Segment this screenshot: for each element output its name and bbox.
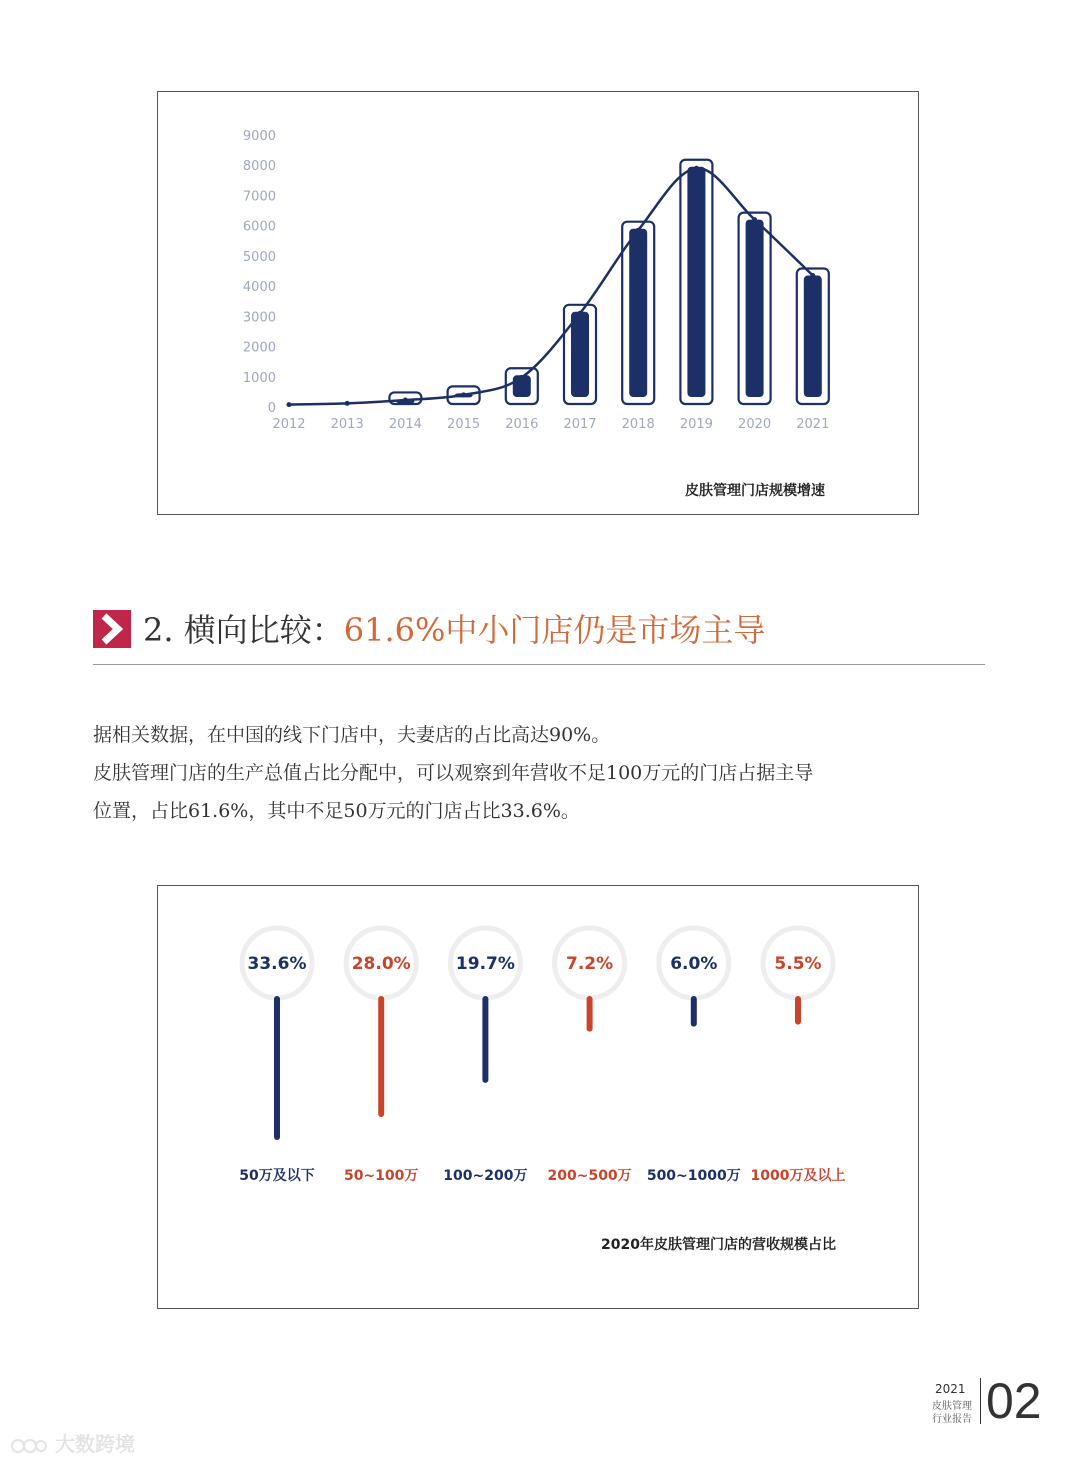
category-label: 1000万及以上 xyxy=(750,1168,846,1184)
bar xyxy=(746,220,764,397)
footer-line-2: 行业报告 xyxy=(932,1414,972,1425)
data-label: 28.0% xyxy=(351,954,411,974)
page-number: 02 xyxy=(986,1373,1042,1429)
trend-point xyxy=(810,273,815,278)
revenue-share-chart xyxy=(157,885,919,1309)
x-tick-label: 2017 xyxy=(563,417,597,432)
section-title-main: 横向比较： xyxy=(183,611,344,649)
x-tick-label: 2015 xyxy=(447,417,481,432)
trend-point xyxy=(287,402,292,407)
store-growth-chart-svg xyxy=(158,92,918,514)
category-label: 50万及以下 xyxy=(239,1168,315,1184)
x-tick-label: 2018 xyxy=(621,417,655,432)
watermark xyxy=(10,1428,135,1457)
trend-point xyxy=(461,392,466,397)
data-label: 6.0% xyxy=(670,954,718,974)
category-label: 50~100万 xyxy=(343,1168,419,1184)
section-title xyxy=(143,606,765,654)
trend-point xyxy=(694,166,699,171)
store-growth-chart xyxy=(157,91,919,515)
watermark-logo-icon xyxy=(10,1436,48,1456)
trend-point xyxy=(403,398,408,403)
body-line-1: 据相关数据，在中国的线下门店中，夫妻店的占比高达90%。 xyxy=(93,724,611,746)
y-tick-label: 0 xyxy=(267,401,276,416)
data-label: 5.5% xyxy=(774,954,822,974)
page-footer xyxy=(930,1373,1050,1429)
body-line-2: 皮肤管理门店的生产总值占比分配中，可以观察到年营收不足100万元的门店占据主导 xyxy=(93,762,814,784)
y-tick-label: 1000 xyxy=(242,370,276,386)
bar xyxy=(804,276,822,397)
y-tick-label: 7000 xyxy=(242,189,276,205)
bar xyxy=(571,312,589,397)
y-tick-label: 6000 xyxy=(242,219,276,235)
category-label: 100~200万 xyxy=(443,1168,528,1184)
y-tick-label: 2000 xyxy=(242,340,276,356)
x-tick-label: 2014 xyxy=(388,417,422,432)
section-title-highlight: 61.6%中小门店仍是市场主导 xyxy=(343,611,766,649)
x-tick-label: 2021 xyxy=(796,417,830,432)
y-tick-label: 9000 xyxy=(242,129,276,144)
x-tick-label: 2016 xyxy=(505,417,539,432)
y-tick-label: 4000 xyxy=(242,280,276,296)
trend-point xyxy=(636,228,641,233)
footer-line-1: 皮肤管理 xyxy=(932,1401,972,1412)
x-tick-label: 2020 xyxy=(738,417,772,432)
trend-point xyxy=(578,311,583,316)
section-heading xyxy=(93,606,985,665)
footer-year: 2021 xyxy=(935,1382,966,1396)
y-tick-label: 3000 xyxy=(242,310,276,326)
data-label: 19.7% xyxy=(455,954,515,974)
section-number: 2. xyxy=(143,611,174,649)
chevron-right-icon xyxy=(93,610,131,648)
footer-divider xyxy=(980,1378,981,1424)
chart1-caption: 皮肤管理门店规模增速 xyxy=(685,483,825,499)
y-tick-label: 5000 xyxy=(242,249,276,265)
trend-line xyxy=(289,168,813,404)
category-label: 200~500万 xyxy=(547,1168,632,1184)
body-line-3: 位置，占比61.6%，其中不足50万元的门店占比33.6%。 xyxy=(93,800,580,822)
trend-point xyxy=(345,401,350,406)
data-label: 7.2% xyxy=(566,954,614,974)
bar xyxy=(629,229,647,397)
y-tick-label: 8000 xyxy=(242,159,276,175)
body-paragraph xyxy=(93,716,993,830)
trend-point xyxy=(519,375,524,380)
x-tick-label: 2019 xyxy=(679,417,713,432)
category-label: 500~1000万 xyxy=(646,1168,741,1184)
trend-point xyxy=(752,217,757,222)
watermark-text: 大数跨境 xyxy=(54,1432,135,1456)
data-label: 33.6% xyxy=(247,954,307,974)
bar xyxy=(687,167,705,397)
x-tick-label: 2013 xyxy=(330,417,364,432)
chart2-caption: 2020年皮肤管理门店的营收规模占比 xyxy=(601,1237,836,1253)
x-tick-label: 2012 xyxy=(272,417,306,432)
